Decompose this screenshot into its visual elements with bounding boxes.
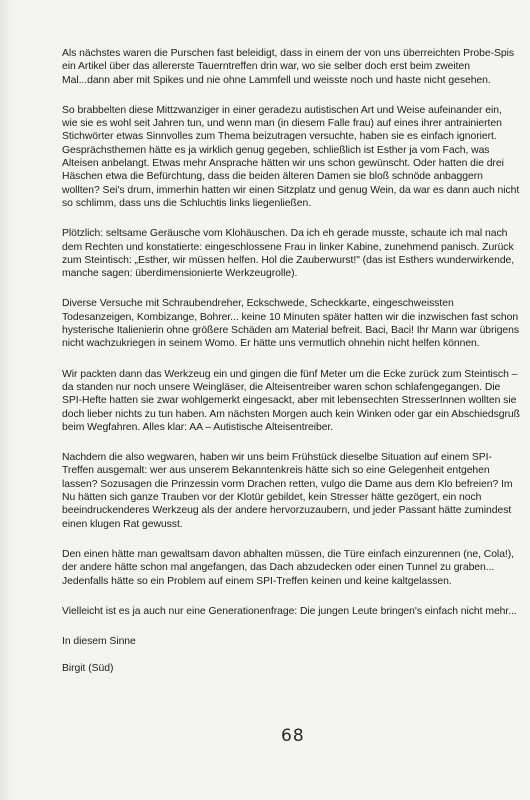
- paragraph: Nachdem die also wegwaren, haben wir uns beim Frühstück dieselbe Situation auf einem SPI-Treffen ausgemalt: wer aus unserem Bekanntenkreis hätte sich so eine Gelegenheit entgehen lassen? Sozusagen die Prinzessin vorm Drachen retten, vulgo die Dame aus dem Klo befreien? Im Nu hätten sich ganze Trauben vor der Klotür gebildet, kein Stresser hätte gezögert, ein noch beeindruckenderes Werkzeug als der andere hervorzuzaubern, und jeder Passant hätte zumindest einen klugen Rat gewusst.: [62, 452, 513, 530]
- paragraph: Den einen hätte man gewaltsam davon abhalten müssen, die Türe einfach einzurennen (ne, Cola!), der andere hätte schon mal angefangen, das Dach abzudecken oder einen Tunnel zu graben... Jedenfalls hätte so ein Problem auf einem SPI-Treffen keinen und keine kaltgelassen.: [62, 548, 515, 587]
- paragraph: Wir packten dann das Werkzeug ein und gingen die fünf Meter um die Ecke zurück zum Steintisch – da standen nur noch unsere Weingläser, die Alteisentreiber waren schon schlafengegangen. Die SPI-Hefte hatten sie zwar wohlgemerkt eingesackt, aber mit lebensechten StresserInnen wollten sie doch lieber nichts zu tun haben. Am nächsten Morgen auch kein Winken oder gar ein Abschiedsgruß beim Wegfahren. Alles klar: AA – Autistische Alteisentreiber.: [62, 368, 520, 433]
- paragraph: So brabbelten diese Mittzwanziger in einer geradezu autistischen Art und Weise aufeinander ein, wie sie es wohl seit Jahren tun, und wenn man (in diesem Falle frau) auf eines ihrer antrainierten Stichwörter etwas Sinnvolles zum Thema beizutragen versuchte, haben sie es einfach ignoriert. Gesprächsthemen hätte es ja wirklich genug gegeben, schließlich ist Esther ja vom Fach, was Alteisen anbelangt. Etwas mehr Ansprache hätten wir uns schon gewünscht. Oder hatten die drei Häschen etwa die Befürchtung, dass die beiden älteren Damen sie bloß schnöde anbaggern wollten? Sei's drum, immerhin hatten wir einen Sitzplatz und genug Wein, da war es dann auch nicht so schlimm, dass uns die Schluchtis links liegenließen.: [62, 104, 520, 209]
- page-number: 68: [281, 726, 305, 746]
- paragraph: Diverse Versuche mit Schraubendreher, Eckschwede, Scheckkarte, eingeschweissten Todesanzeigen, Kombizange, Bohrer... keine 10 Minuten später hatten wir die inzwischen fast schon hysterische Italienierin ohne größere Schäden am Material befreit. Baci, Baci! Ihr Mann war übrigens nicht wachzukriegen in seinem Womo. Er hätte uns vermutlich ohnehin nicht helfen können.: [62, 298, 520, 350]
- author-signature: Birgit (Süd): [62, 663, 114, 675]
- closing-line: In diesem Sinne: [62, 636, 136, 648]
- paragraph: Vielleicht ist es ja auch nur eine Generationenfrage: Die jungen Leute bringen's einfach nicht mehr...: [62, 605, 517, 617]
- article-body: [62, 47, 520, 690]
- paragraph: Als nächstes waren die Purschen fast beleidigt, dass in einem der von uns überreichten Probe-Spis ein Artikel über das allererste Tauerntreffen drin war, wo sie selber doch erst beim zweiten Mal...dann aber mit Spikes und nie ohne Lammfell und weisste noch und haste nicht gesehen.: [62, 48, 515, 86]
- paragraph: Plötzlich: seltsame Geräusche vom Klohäuschen. Da ich eh gerade musste, schaute ich mal nach dem Rechten und konstatierte: eingeschlossene Frau in linker Kabine, zunehmend panisch. Zurück zum Steintisch: „Esther, wir müssen helfen. Hol die Zauberwurst!" (das ist Esthers wunderwirkende, manche sagen: überdimensionierte Werkzeugrolle).: [62, 228, 515, 280]
